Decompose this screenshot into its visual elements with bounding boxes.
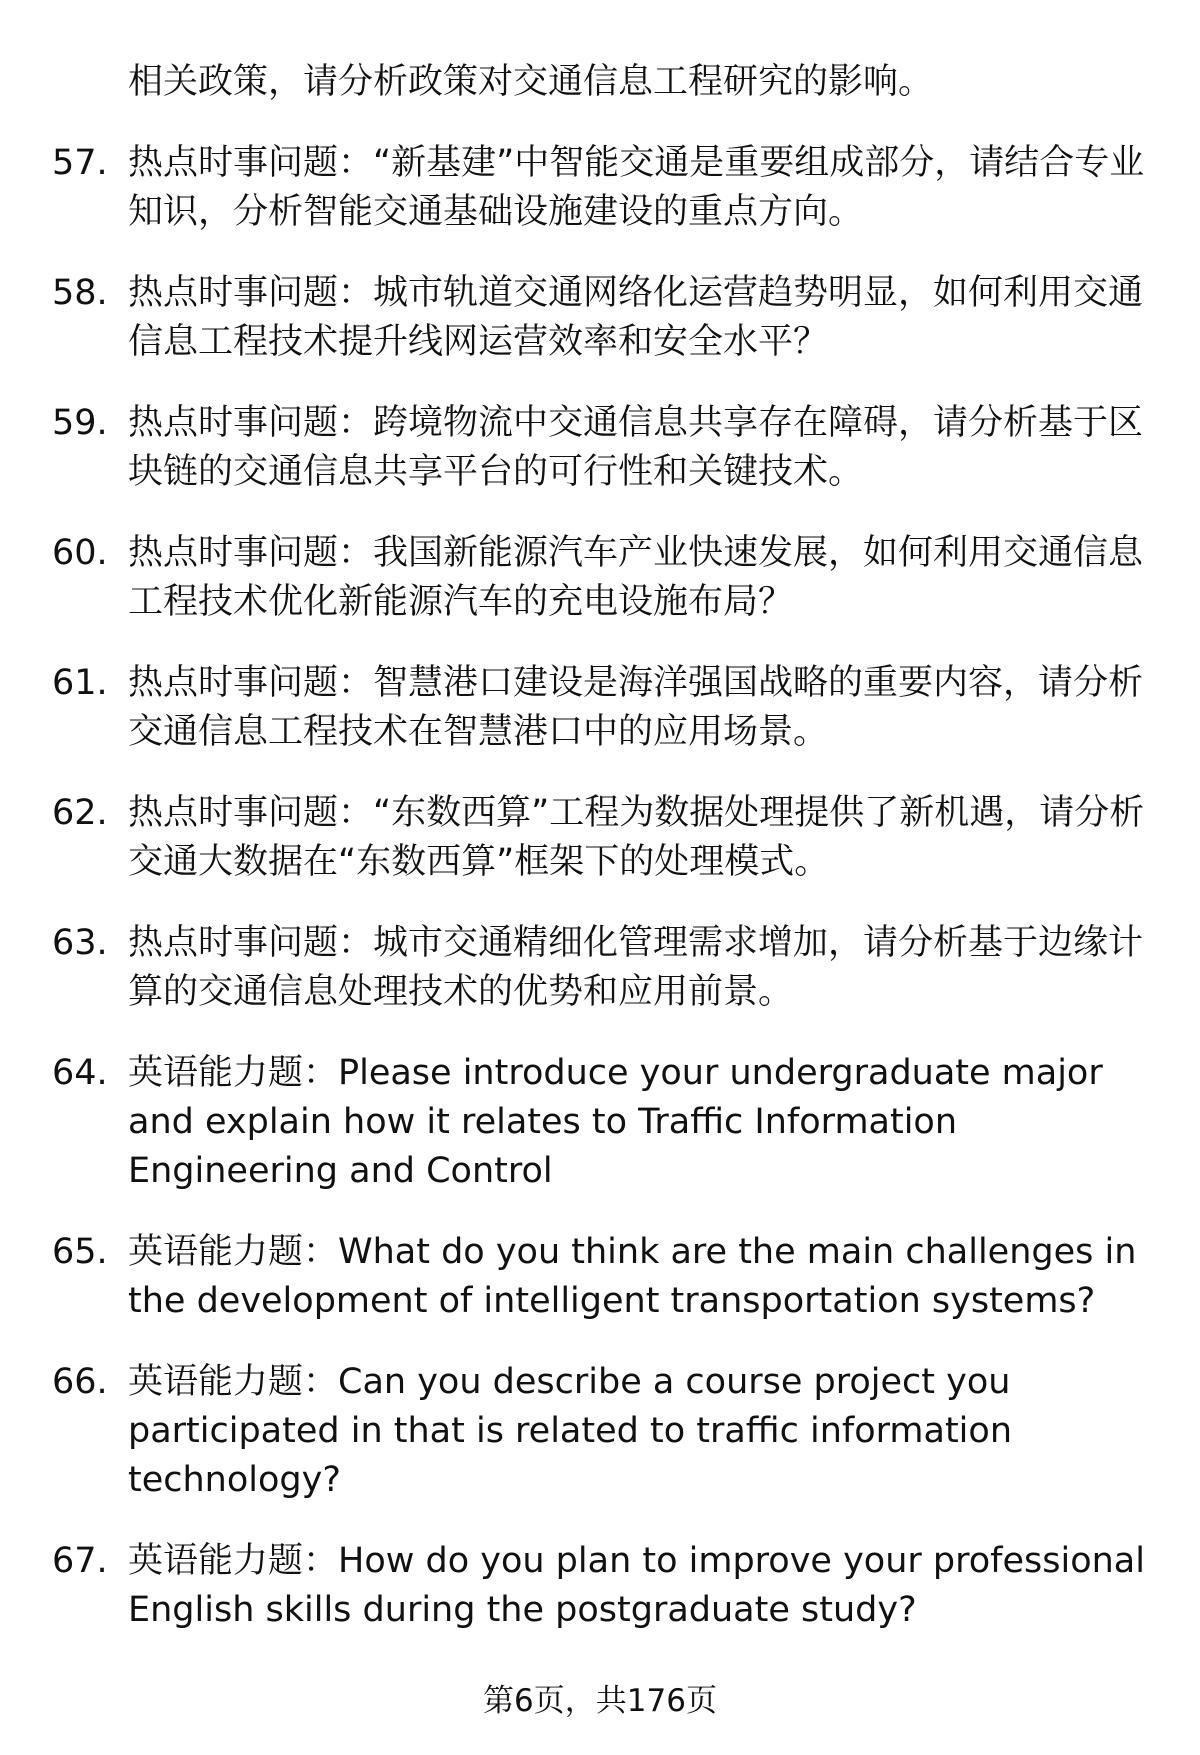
question-number: 58. [52,273,108,313]
question-item [0,919,1148,1017]
question-text: 英语能力题：How do you plan to improve your professional English skills during the postgraduate study? [128,1541,1145,1630]
question-number: 65. [52,1232,108,1272]
question-number: 59. [52,403,108,443]
question-item [0,659,1148,757]
question-item [0,269,1148,367]
question-list [0,139,1200,1635]
question-item [0,1049,1148,1196]
question-number: 62. [52,793,108,833]
question-number: 63. [52,923,108,963]
question-text: 英语能力题：What do you think are the main challenges in the development of intelligent transportation systems? [128,1232,1137,1321]
question-number: 66. [52,1362,108,1402]
page-footer: 第6页，共176页 [483,1683,717,1719]
question-text: 热点时事问题：智慧港口建设是海洋强国战略的重要内容，请分析交通信息工程技术在智慧港口中的应用场景。 [128,663,1144,752]
question-continuation: 相关政策，请分析政策对交通信息工程研究的影响。 [128,62,934,102]
question-number: 57. [52,143,108,183]
question-item [0,139,1148,237]
question-text: 热点时事问题：“东数西算”工程为数据处理提供了新机遇，请分析交通大数据在“东数西算”框架下的处理模式。 [128,793,1145,882]
question-text: 热点时事问题：我国新能源汽车产业快速发展，如何利用交通信息工程技术优化新能源汽车的充电设施布局？ [128,533,1144,622]
question-number: 67. [52,1541,108,1581]
question-item [0,1358,1148,1505]
question-number: 61. [52,663,108,703]
question-number: 60. [52,533,108,573]
question-item [0,529,1148,627]
question-item [0,789,1148,887]
question-text: 热点时事问题：跨境物流中交通信息共享存在障碍，请分析基于区块链的交通信息共享平台的可行性和关键技术。 [128,403,1144,492]
question-text: 热点时事问题：城市交通精细化管理需求增加，请分析基于边缘计算的交通信息处理技术的优势和应用前景。 [128,923,1144,1012]
question-text: 热点时事问题：城市轨道交通网络化运营趋势明显，如何利用交通信息工程技术提升线网运营效率和安全水平？ [128,273,1144,362]
question-number: 64. [52,1053,108,1093]
document-page [0,58,1200,1667]
question-text: 英语能力题：Can you describe a course project you participated in that is related to traffic information technology? [128,1362,1013,1500]
question-item [0,1228,1148,1326]
question-item [0,399,1148,497]
question-text: 英语能力题：Please introduce your undergraduate major and explain how it relates to Traffic Information Engineering and Control [128,1053,1103,1191]
question-text: 热点时事问题：“新基建”中智能交通是重要组成部分，请结合专业知识，分析智能交通基础设施建设的重点方向。 [128,143,1145,232]
question-item [0,1537,1148,1635]
